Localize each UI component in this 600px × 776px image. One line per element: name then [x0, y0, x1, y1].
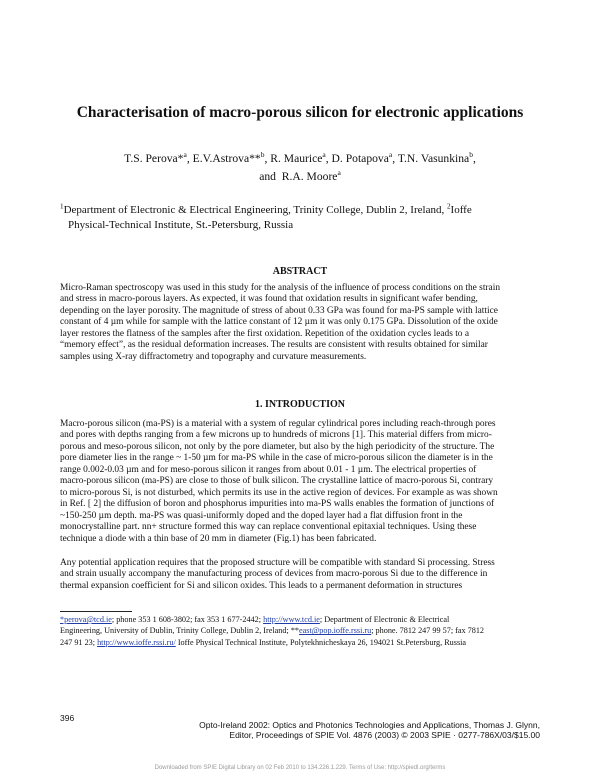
abstract-line: layer restores the flatness of the samples after the first oxidation. Repetition of the oxidation cycles leads to a	[60, 328, 469, 339]
author-name: R.A. Moore	[281, 170, 338, 183]
body-line: and strain usually accompany the manufacturing process of devices from macro-porous Si due to the difference in	[60, 569, 488, 580]
body-line: to micro-porous Si, is not disturbed, which permits its use in the active region of devices. For example as was shown	[60, 487, 498, 498]
footnote	[60, 614, 540, 648]
download-notice: Downloaded from SPIE Digital Library on 02 Feb 2010 to 134.226.1.229. Terms of Use: http://spiedl.org/terms	[154, 765, 446, 771]
abstract-line: depending on the layer porosity. The magnitude of stress of about 0.33 GPa was found for ma-PS sample with lattice	[60, 305, 498, 316]
website-link[interactable]: http://www.ioffe.rssi.ru/	[97, 637, 176, 647]
footnote-line-3: 247 91 23; http://www.ioffe.rssi.ru/ Ioffe Physical Technical Institute, Polytekhnicheskaya 26, 194021 St.Petersburg, Russia	[60, 637, 467, 647]
conference-line-1: Opto-Ireland 2002: Optics and Photonics Technologies and Applications, Thomas J. Glynn,	[199, 720, 540, 730]
author-list	[60, 150, 540, 186]
body-line: in Ref. [ 2] the diffusion of boron and phosphorus impurities into ma-PS walls enables the formation of junctions of	[60, 499, 495, 510]
author-line-2: and R.A. Moore$^a$	[259, 168, 341, 183]
conference-citation	[190, 720, 540, 740]
body-line: technique a diode with a thin base of 20 mm in diameter (Fig.1) has been fabricated.	[60, 533, 377, 544]
footnote-line-2: Engineering, University of Dublin, Trinity College, Dublin 2, Ireland; **east@pop.ioffe.rssi.ru; phone. 7812 247 99 57; fax 7812	[60, 626, 485, 636]
website-link[interactable]: http://www.tcd.ie	[263, 615, 320, 624]
abstract-line: constant of 4 µm while for sample with the lattice constant of 12 µm it was only 0.175 GPa. Dissolution of the oxide	[60, 317, 498, 328]
author-name: E.V.Astrova**	[192, 152, 261, 165]
author-line-1: T.S. Perova*$^a$, E.V.Astrova**$^b$, R. Maurice$^a$, D. Potapova$^a$, T.N. Vasunkina$^b$,	[124, 150, 476, 165]
footnote-line-1: *perova@tcd.ie; phone 353 1 608-3802; fax 353 1 677-2442; http://www.tcd.ie; Department of Electronic & Electrical	[60, 615, 450, 624]
body-line: Any potential application requires that the proposed structure will be compatible with standard Si processing. Stress	[60, 558, 495, 568]
abstract-heading: ABSTRACT	[272, 266, 328, 277]
paper-title: Characterisation of macro-porous silicon for electronic applications	[76, 104, 524, 121]
abstract-line: samples using X-ray diffractometry and topography and curvature measurements.	[60, 351, 367, 362]
introduction-paragraph-2	[60, 558, 540, 592]
affiliation-line-1: $^1$Department of Electronic & Electrical Engineering, Trinity College, Dublin 2, Ireland, $^2$Ioffe	[60, 202, 472, 216]
introduction-paragraph-1	[60, 419, 540, 545]
author-name: D. Potapova	[331, 152, 389, 165]
footnote-rule	[60, 611, 132, 612]
body-line: thermal expansion coefficient for Si and silicon oxides. This leads to a permanent deformation in structures	[60, 580, 463, 591]
abstract-line: Micro-Raman spectroscopy was used in this study for the analysis of the influence of process conditions on the strain	[60, 283, 501, 293]
body-line: and pores with depths ranging from a few microns up to hundreds of microns [1]. This material differs from micro-	[60, 430, 492, 441]
conference-line-2: Editor, Proceedings of SPIE Vol. 4876 (2003) © 2003 SPIE · 0277-786X/03/$15.00	[229, 730, 540, 740]
affiliation-line-2: Physical-Technical Institute, St.-Petersburg, Russia	[68, 219, 294, 231]
body-line: monocrystalline part. nn+ structure formed this way can replace conventional epitaxial techniques. Using these	[60, 522, 477, 533]
body-line: pore diameter lies in the range ~ 1-50 µm for ma-PS while in the case of micro-porous silicon the diameter is in the	[60, 453, 493, 464]
page-number: 396	[60, 713, 75, 723]
author-name: R. Maurice	[270, 152, 323, 165]
email-link[interactable]: *perova@tcd.ie	[60, 615, 112, 624]
body-line: range 0.002-0.03 µm and for meso-porous silicon it ranges from about 0.01 - 1 µm. The electrical properties of	[60, 464, 477, 475]
abstract-body	[60, 283, 540, 363]
author-name: T.S. Perova*	[124, 152, 184, 165]
body-line: porous and meso-porous silicon, not only by the pore diameter, but also by the high periodicity of the structure. The	[60, 441, 495, 452]
body-line: Macro-porous silicon (ma-PS) is a material with a system of regular cylindrical pores including reach-through pores	[60, 419, 496, 429]
author-name: T.N. Vasunkina	[397, 152, 470, 165]
body-line: ~150-250 µm depth. ma-PS was quasi-uniformly doped and the doped layer had a flat diffusion front in the	[60, 510, 463, 521]
body-line: macro-porous silicon (ma-PS) are close to those of bulk silicon. The crystalline lattice of macro-porous Si, contrary	[60, 476, 494, 487]
abstract-line: “memory effect”, as the residual deformation increases. The results are consistent with results obtained for similar	[60, 340, 488, 351]
introduction-heading: 1. INTRODUCTION	[254, 399, 345, 410]
abstract-line: and stress in macro-porous layers. As expected, it was found that oxidation results in significant wafer bending,	[60, 294, 478, 305]
affiliation	[60, 203, 540, 233]
email-link[interactable]: east@pop.ioffe.rssi.ru	[299, 626, 372, 636]
